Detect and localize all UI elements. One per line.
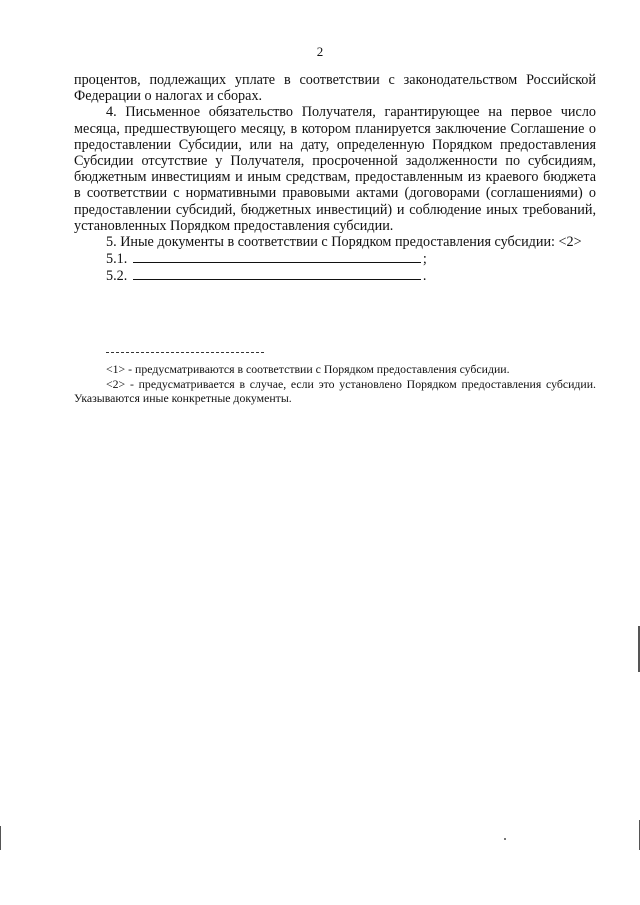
- footnote-1: <1> - предусматриваются в соответствии с Порядком предоставления субсидии.: [106, 362, 510, 376]
- blank-underline: [133, 267, 421, 280]
- paragraph-continuation: процентов, подлежащих уплате в соответствии с законодательством Российской Федерации о налогах и сборах.: [74, 72, 596, 105]
- footnote-2: <2> - предусматривается в случае, если это установлено Порядком предоставления субсидии. Указываются иные конкретные документы.: [74, 376, 596, 405]
- footnotes: [74, 362, 596, 406]
- blank-underline: [133, 250, 421, 263]
- blank-item-label: 5.1.: [106, 251, 128, 268]
- paragraph-4: 4. Письменное обязательство Получателя, гарантирующее на первое число месяца, предшествующего месяцу, в котором планируется заключение Соглашение о предоставлении Субсидии, или на дату, определенную Порядком предоставления Субсидии отсутствие у Получателя, просроченной задолженности по субсидиям, бюджетным инвестициям и иным средствам, предоставленным из краевого бюджета в соответствии с нормативными правовыми актами (договорами (соглашениями) о предоставлении субсидий, бюджетных инвестиций) и соблюдение иных требований, установленных Порядком предоставления субсидии.: [74, 104, 596, 234]
- page-number: 2: [316, 44, 324, 59]
- footnote-separator: [106, 352, 264, 353]
- blank-item-end: ;: [422, 251, 427, 268]
- blank-item-label: 5.2.: [106, 268, 128, 285]
- scan-speck: [504, 838, 506, 840]
- paragraph-5: 5. Иные документы в соответствии с Порядком предоставления субсидии: <2>: [106, 234, 582, 251]
- blank-item-end: .: [422, 268, 427, 285]
- blank-item-5-2: [74, 267, 596, 284]
- scan-edge-mark: [0, 826, 1, 850]
- blank-item-5-1: [74, 250, 596, 267]
- document-body: [74, 72, 596, 285]
